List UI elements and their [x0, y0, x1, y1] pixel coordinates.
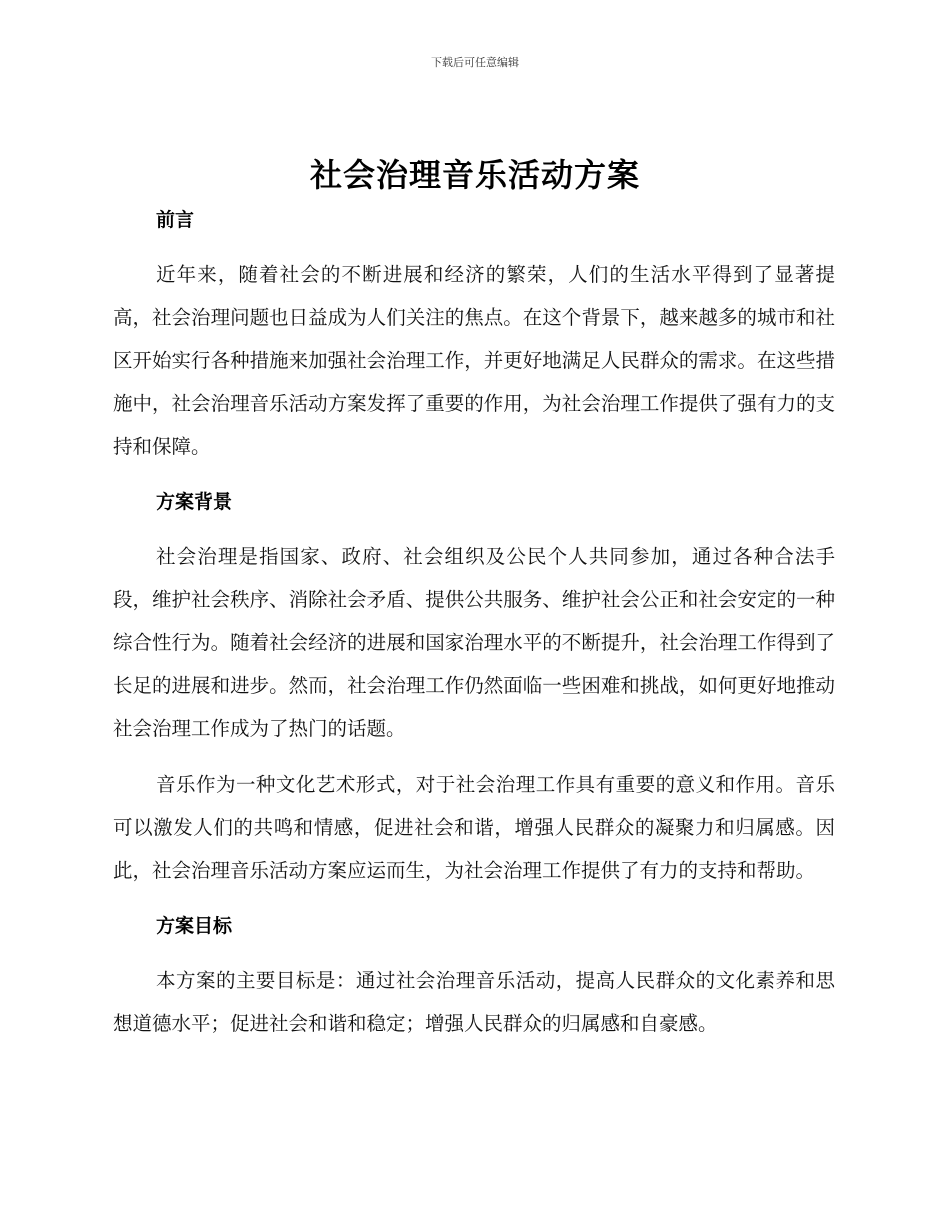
section-heading-preface: 前言	[156, 209, 195, 231]
document-title: 社会治理音乐活动方案	[309, 156, 640, 194]
document-body	[113, 200, 835, 1045]
paragraph: 近年来，随着社会的不断进展和经济的繁荣，人们的生活水平得到了显著提高，社会治理问题也日益成为人们关注的焦点。在这个背景下，越来越多的城市和社区开始实行各种措施来加强社会治理工作，并更好地满足人民群众的需求。在这些措施中，社会治理音乐活动方案发挥了重要的作用，为社会治理工作提供了强有力的支持和保障。	[113, 263, 835, 458]
section-heading-background: 方案背景	[156, 491, 233, 513]
paragraph: 音乐作为一种文化艺术形式，对于社会治理工作具有重要的意义和作用。音乐可以激发人们的共鸣和情感，促进社会和谐，增强人民群众的凝聚力和归属感。因此，社会治理音乐活动方案应运而生，为社会治理工作提供了有力的支持和帮助。	[113, 773, 835, 882]
page-header: 下载后可任意编辑	[431, 56, 519, 69]
section-heading-goals: 方案目标	[156, 915, 233, 937]
paragraph: 本方案的主要目标是：通过社会治理音乐活动，提高人民群众的文化素养和思想道德水平；促进社会和谐和稳定；增强人民群众的归属感和自豪感。	[113, 969, 835, 1035]
paragraph: 社会治理是指国家、政府、社会组织及公民个人共同参加，通过各种合法手段，维护社会秩序、消除社会矛盾、提供公共服务、维护社会公正和社会安定的一种综合性行为。随着社会经济的进展和国家治理水平的不断提升，社会治理工作得到了长足的进展和进步。然而，社会治理工作仍然面临一些困难和挑战，如何更好地推动社会治理工作成为了热门的话题。	[113, 545, 835, 740]
